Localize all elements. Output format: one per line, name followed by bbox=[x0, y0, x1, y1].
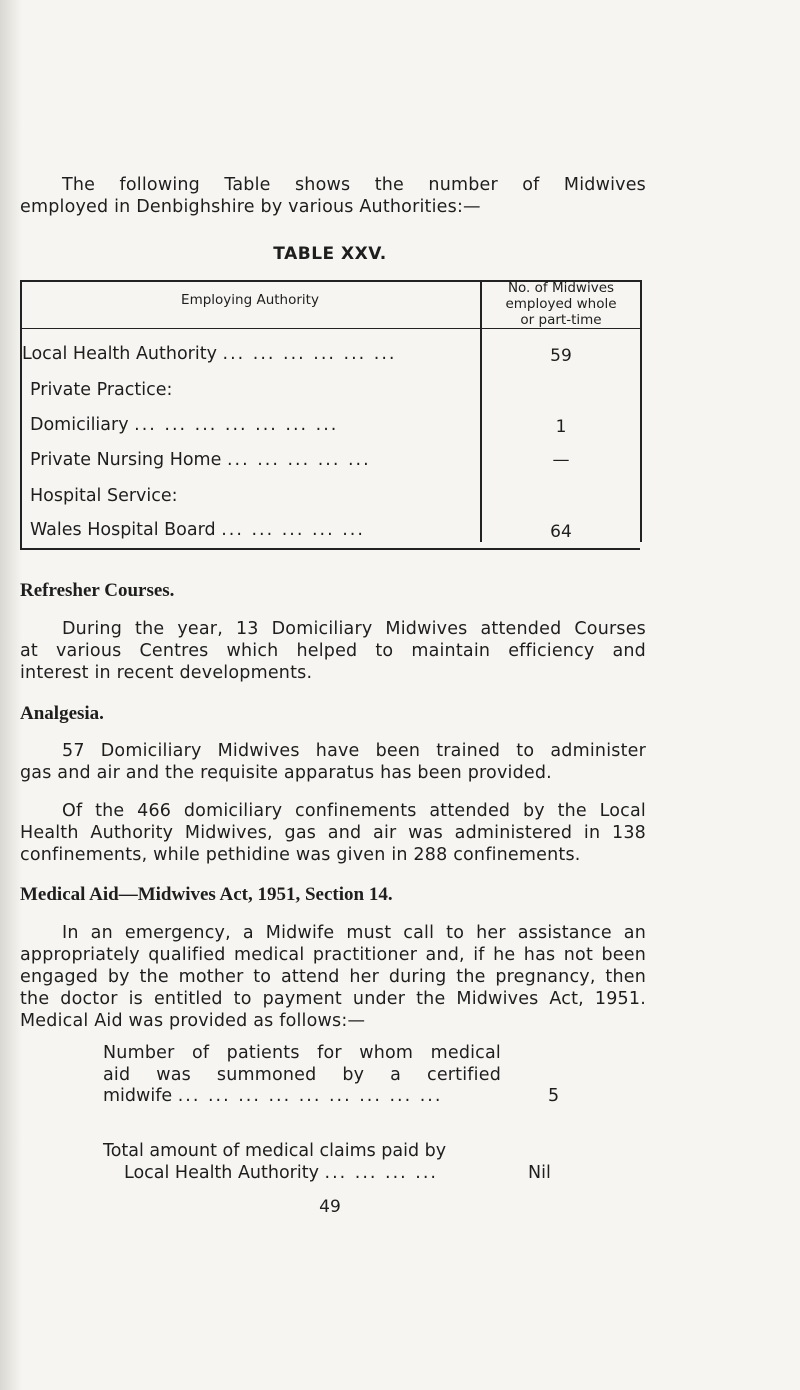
table-row-value: 59 bbox=[550, 346, 572, 366]
medical-aid-item-2-line: Total amount of medical claims paid by bbox=[103, 1141, 447, 1161]
table-row-label: Private Practice: bbox=[30, 380, 173, 400]
medical-aid-heading: Medical Aid—Midwives Act, 1951, Section 14. bbox=[20, 884, 393, 905]
header-employing-authority: Employing Authority bbox=[181, 292, 319, 308]
table-title: TABLE XXV. bbox=[273, 244, 387, 264]
medical-aid-item-1-value: 5 bbox=[548, 1086, 560, 1106]
page-edge-shadow bbox=[0, 0, 22, 1390]
medical-aid-item-1-last: midwife ... ... ... ... ... ... ... ... ... bbox=[103, 1086, 443, 1106]
analgesia-heading: Analgesia. bbox=[20, 703, 104, 724]
table-row-label: Hospital Service: bbox=[30, 486, 178, 506]
header-rule-right bbox=[482, 328, 640, 329]
intro-line: employed in Denbighshire by various Authorities:— bbox=[20, 197, 481, 217]
table-row-value: 64 bbox=[550, 522, 572, 542]
intro-line: The following Table shows the number of Midwives bbox=[62, 175, 646, 195]
table-row-label: Domiciliary ... ... ... ... ... ... ... bbox=[30, 415, 339, 435]
analgesia-paragraph-1: 57 Domiciliary Midwives have been trained to administer gas and air and the requisite apparatus has been provided. bbox=[20, 741, 646, 783]
table-bottom-rule bbox=[20, 548, 640, 550]
table-row-value: 1 bbox=[555, 417, 567, 437]
header-rule-left bbox=[20, 328, 480, 329]
table-right-rule bbox=[640, 280, 642, 542]
midwives-table bbox=[20, 280, 640, 550]
refresher-paragraph: During the year, 13 Domiciliary Midwives attended Courses at various Centres which helped to maintain efficiency and interest in recent developments. bbox=[20, 619, 646, 683]
medical-aid-item-2-value: Nil bbox=[528, 1163, 551, 1183]
intro-paragraph bbox=[20, 174, 646, 218]
table-left-rule bbox=[20, 280, 22, 548]
table-row-value: — bbox=[552, 450, 570, 470]
analgesia-paragraph-2: Of the 466 domiciliary confinements attended by the Local Health Authority Midwives, gas and air was administered in 138 confinements, while pethidine was given in 288 confinements. bbox=[20, 801, 646, 865]
table-row-label: Private Nursing Home ... ... ... ... ... bbox=[30, 450, 371, 470]
page-number: 49 bbox=[319, 1197, 341, 1217]
table-row-label: Local Health Authority ... ... ... ... ... ... bbox=[22, 344, 397, 364]
medical-aid-item-2-last: Local Health Authority ... ... ... ... bbox=[124, 1163, 438, 1183]
table-row-label: Wales Hospital Board ... ... ... ... ... bbox=[30, 520, 365, 540]
medical-aid-paragraph: In an emergency, a Midwife must call to her assistance an appropriately qualified medical practitioner and, if he has not been engaged by the mother to attend her during the pregnancy, then the doctor is entitled to payment under the Midwives Act, 1951. Medical Aid was provided as follows:— bbox=[20, 923, 646, 1031]
refresher-heading: Refresher Courses. bbox=[20, 580, 175, 601]
medical-aid-item-1: Number of patients for whom medical aid was summoned by a certified bbox=[103, 1043, 501, 1085]
header-midwives-count: No. of Midwives employed whole or part-time bbox=[505, 280, 617, 328]
